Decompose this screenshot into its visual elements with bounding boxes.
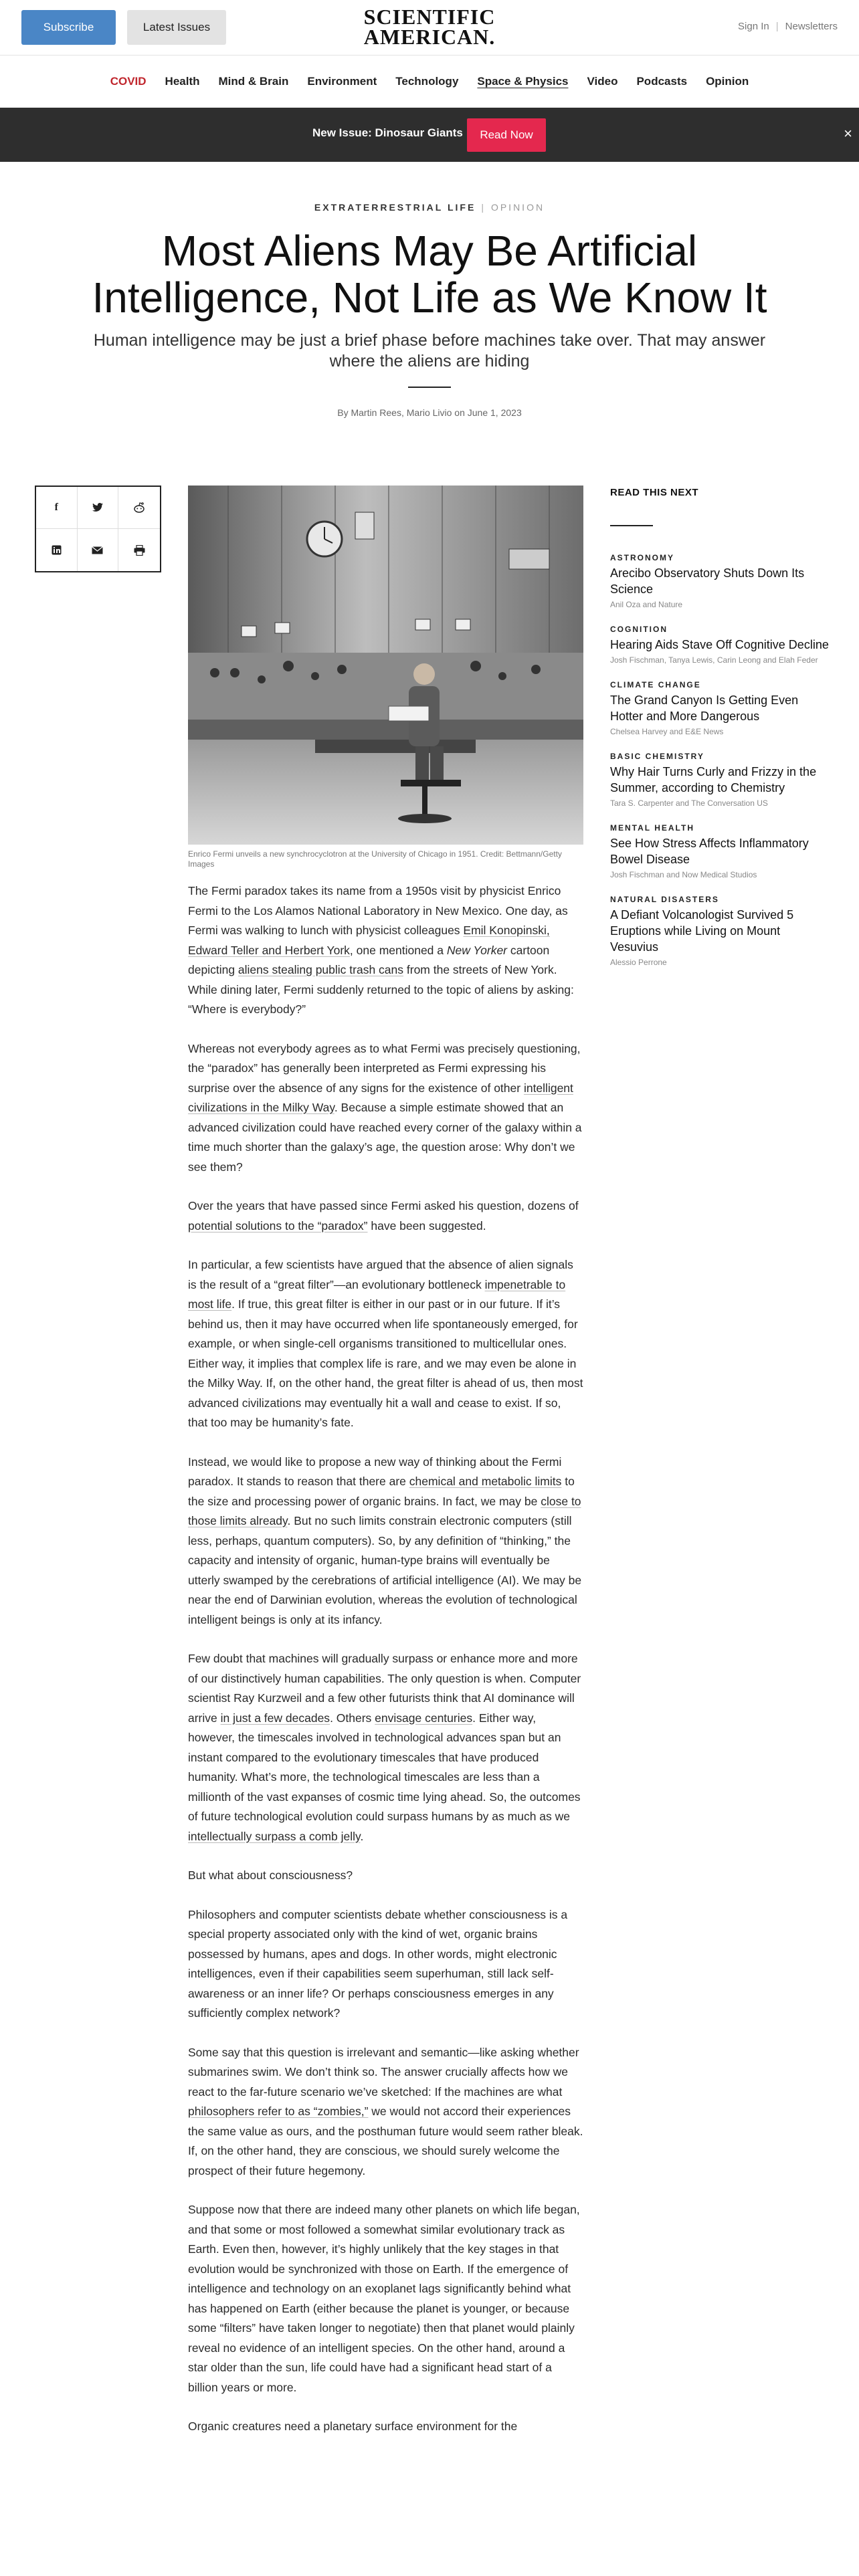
promo-banner xyxy=(0,108,859,162)
paragraph-text: Organic creatures need a planetary surface environment for the xyxy=(188,2420,518,2433)
related-title[interactable]: The Grand Canyon Is Getting Even Hotter and More Dangerous xyxy=(610,693,799,723)
related-article[interactable] xyxy=(610,625,831,665)
paragraph-text: The Fermi paradox takes its name from a 1950s visit by physicist Enrico Fermi to the Los Alamos National Laboratory in New Mexico. One day, as Fermi was walking to lunch with physicist colleagues xyxy=(188,884,568,937)
paragraph-text: . Either way, however, the timescales involved in technological advances span but an instant compared to the evolutionary timescales that have produced humanity. What’s more, the technological timescales are less than a millionth of the vast expanses of cosmic time lying ahead. So, the outcomes of future technological evolution could surpass humans by as much as we xyxy=(188,1711,581,1823)
related-category[interactable]: CLIMATE CHANGE xyxy=(610,680,701,689)
paragraph-4 xyxy=(188,1255,583,1433)
inline-link[interactable]: intellectually surpass a comb jelly xyxy=(188,1829,361,1843)
inline-link[interactable]: intelligent civilizations in the Milky Way xyxy=(188,1081,573,1114)
related-article[interactable] xyxy=(610,895,831,967)
paragraph-text: , one mentioned a xyxy=(349,943,447,957)
paragraph-2 xyxy=(188,1039,583,1178)
related-category[interactable]: NATURAL DISASTERS xyxy=(610,895,719,904)
twitter-icon[interactable] xyxy=(78,487,119,529)
inline-link[interactable]: impenetrable to most life xyxy=(188,1277,566,1311)
nav-item-health[interactable]: Health xyxy=(165,75,200,88)
inline-link[interactable]: envisage centuries xyxy=(375,1711,473,1725)
paragraph-text: In particular, a few scientists have argued that the absence of alien signals is the result of a “great filter”—an evolutionary bottleneck xyxy=(188,1258,573,1291)
inline-link[interactable]: Emil Konopinski, Edward Teller and Herbert York xyxy=(188,924,550,957)
paragraph-text: Some say that this question is irrelevant and semantic—like asking whether submarines swim. We don’t think so. The answer crucially affects how we react to the far-future scenario we’ve sketched: If the machines are what xyxy=(188,2045,579,2099)
inline-link[interactable]: in just a few decades xyxy=(220,1711,330,1725)
related-category[interactable]: BASIC CHEMISTRY xyxy=(610,752,704,761)
related-category[interactable]: MENTAL HEALTH xyxy=(610,823,694,833)
nav-item-video[interactable]: Video xyxy=(587,75,618,88)
related-authors: Tara S. Carpenter and The Conversation US xyxy=(610,798,768,808)
latest-issues-button[interactable]: Latest Issues xyxy=(127,10,226,45)
paragraph-11 xyxy=(188,2417,583,2437)
inline-link[interactable]: aliens stealing public trash cans xyxy=(237,963,404,976)
subscribe-button[interactable]: Subscribe xyxy=(21,10,116,45)
read-this-next-heading: READ THIS NEXT xyxy=(610,487,699,498)
paragraph-text: Philosophers and computer scientists debate whether consciousness is a special property associated only with the kind of wet, organic brains possessed by humans, apes and dogs. In other words, might electronic intelligences, even if their capabilities seem superhuman, still lack self-awareness or an inner life? Or perhaps consciousness emerges in any sufficiently complex network? xyxy=(188,1907,568,2020)
article-dek: Human intelligence may be just a brief phase before machines take over. That may answer where the aliens are hiding xyxy=(93,331,766,370)
top-header xyxy=(0,0,859,56)
synchrocyclotron-photo-illustration xyxy=(188,486,583,845)
paragraph-text: But what about consciousness? xyxy=(188,1868,353,1882)
kicker-divider: | xyxy=(481,202,486,213)
paragraph-8 xyxy=(188,1905,583,2024)
site-logo[interactable] xyxy=(335,7,524,47)
paragraph-text: to the size and processing power of organic brains. In fact, we may be xyxy=(188,1475,575,1508)
paragraph-text: . But no such limits constrain electronic computers (still less, perhaps, quantum computers). So, by any definition of “thinking,” the capacity and intensity of organic, human-type brains will eventually be utterly swamped by the cerebrations of artificial intelligence (AI). We may be near the end of Darwinian evolution, whereas the evolution of technological intelligent beings is only at its infancy. xyxy=(188,1514,582,1626)
related-article[interactable] xyxy=(610,752,831,808)
read-now-button[interactable]: Read Now xyxy=(467,118,546,152)
linkedin-icon[interactable] xyxy=(36,529,78,571)
byline: By Martin Rees, Mario Livio on June 1, 2023 xyxy=(337,407,522,418)
account-links xyxy=(738,21,838,32)
nav-item-mind-brain[interactable]: Mind & Brain xyxy=(218,75,289,88)
email-icon[interactable] xyxy=(78,529,119,571)
reddit-icon[interactable] xyxy=(118,487,160,529)
read-this-next xyxy=(610,487,831,982)
share-box xyxy=(35,486,161,572)
paragraph-5 xyxy=(188,1453,583,1630)
paragraph-6 xyxy=(188,1649,583,1846)
inline-link[interactable]: close to those limits already xyxy=(188,1494,581,1527)
paragraph-1 xyxy=(188,881,583,1020)
inline-link[interactable]: philosophers refer to as “zombies,” xyxy=(188,2105,369,2118)
facebook-icon[interactable]: f xyxy=(36,487,78,529)
promo-text: New Issue: Dinosaur Giants xyxy=(312,126,463,139)
nav-item-podcasts[interactable]: Podcasts xyxy=(636,75,688,88)
paragraph-text: . xyxy=(360,1829,364,1843)
italic-text: New Yorker xyxy=(446,943,508,957)
related-title[interactable]: A Defiant Volcanologist Survived 5 Eruptions while Living on Mount Vesuvius xyxy=(610,908,794,954)
main-nav xyxy=(0,56,859,108)
nav-item-technology[interactable]: Technology xyxy=(395,75,459,88)
paragraph-text: cartoon depicting xyxy=(188,943,550,976)
paragraph-text: have been suggested. xyxy=(367,1218,486,1232)
print-icon[interactable] xyxy=(118,529,160,571)
related-authors: Josh Fischman, Tanya Lewis, Carin Leong and Elah Feder xyxy=(610,655,818,665)
related-title[interactable]: Arecibo Observatory Shuts Down Its Science xyxy=(610,566,805,596)
nav-item-environment[interactable]: Environment xyxy=(307,75,377,88)
logo-line-2: AMERICAN. xyxy=(363,25,496,49)
related-authors: Anil Oza and Nature xyxy=(610,600,683,609)
related-category[interactable]: COGNITION xyxy=(610,625,668,634)
newsletters-link[interactable]: Newsletters xyxy=(785,21,838,32)
header-divider xyxy=(408,387,451,388)
paragraph-10 xyxy=(188,2200,583,2397)
paragraph-text: from the streets of New York. While dining later, Fermi suddenly returned to the topic of aliens by asking: “Where is everybody?” xyxy=(188,963,574,1016)
paragraph-text: Over the years that have passed since Fermi asked his question, dozens of xyxy=(188,1199,579,1212)
paragraph-text: Instead, we would like to propose a new way of thinking about the Fermi paradox. It stands to reason that there are xyxy=(188,1455,562,1488)
account-separator: | xyxy=(775,21,779,32)
paragraph-text: . Because a simple estimate showed that an advanced civilization could have reached every corner of the galaxy within a time much shorter than the galaxy’s age, the question arose: Why don’t we see them? xyxy=(188,1101,582,1174)
paragraph-3 xyxy=(188,1196,583,1236)
article-body xyxy=(188,881,583,2456)
related-title[interactable]: See How Stress Affects Inflammatory Bowel Disease xyxy=(610,837,809,866)
paragraph-text: Whereas not everybody agrees as to what Fermi was precisely questioning, the “paradox” has generally been interpreted as Fermi expressing his surprise over the absence of any signs for the existence of other xyxy=(188,1041,581,1095)
related-authors: Josh Fischman and Now Medical Studios xyxy=(610,870,757,879)
paragraph-text: Few doubt that machines will gradually surpass or enhance more and more of our distinctively human capabilities. The only question is when. Computer scientist Ray Kurzweil and a few other futurists think that AI dominance will arrive xyxy=(188,1652,581,1725)
paragraph-9 xyxy=(188,2043,583,2181)
nav-item-opinion[interactable]: Opinion xyxy=(706,75,749,88)
related-authors: Chelsea Harvey and E&E News xyxy=(610,727,724,736)
category-link[interactable]: EXTRATERRESTRIAL LIFE xyxy=(314,202,476,213)
related-category[interactable]: ASTRONOMY xyxy=(610,553,674,562)
sidebar-divider xyxy=(610,525,653,526)
related-article[interactable] xyxy=(610,553,831,609)
inline-link[interactable]: potential solutions to the “paradox” xyxy=(188,1218,368,1232)
paragraph-text: Suppose now that there are indeed many other planets on which life began, and that some or most followed a somewhat similar evolutionary track as Earth. Even then, however, it’s highly unlikely that the key stages in that evolution would be synchronized with those on Earth. If the emergence of intelligence and technology on an exoplanet lags significantly behind what has happened on Earth (either because the planet is younger, or because some “filters” have taken longer to negotiate) then that planet would plainly reveal no evidence of an intelligent species. On the other hand, around a star older than the sun, life could have had a significant head start of a billion years or more. xyxy=(188,2203,580,2394)
article-photo xyxy=(188,486,583,845)
paragraph-7 xyxy=(188,1866,583,1886)
inline-link[interactable]: chemical and metabolic limits xyxy=(409,1475,562,1488)
photo-caption: Enrico Fermi unveils a new synchrocyclotron at the University of Chicago in 1951. Credit: Bettmann/Getty Images xyxy=(188,849,562,869)
logo-line-1: SCIENTIFIC xyxy=(363,5,496,29)
article-type-link[interactable]: OPINION xyxy=(490,202,545,213)
article-title: Most Aliens May Be Artificial Intelligence, Not Life as We Know It xyxy=(92,227,767,322)
article-kicker xyxy=(0,202,859,213)
related-title[interactable]: Why Hair Turns Curly and Frizzy in the Summer, according to Chemistry xyxy=(610,765,817,794)
related-title[interactable]: Hearing Aids Stave Off Cognitive Decline xyxy=(610,638,829,651)
close-icon[interactable]: × xyxy=(844,125,852,142)
related-article[interactable] xyxy=(610,823,831,879)
related-authors: Alessio Perrone xyxy=(610,958,667,967)
paragraph-text: . If true, this great filter is either in our past or in our future. If it’s behind us, then it may have occurred when life spontaneously emerged, for example, or when single-cell organisms transitioned to multicellular ones. Either way, it implies that complex life is rare, and we may even be alone in the Milky Way. If, on the other hand, the great filter is ahead of us, then most advanced civilizations may eventually hit a wall and cease to exist. If so, that too may be humanity’s fate. xyxy=(188,1297,583,1429)
paragraph-text: we would not accord their experiences the same value as ours, and the posthuman future would seem rather bleak. If, on the other hand, they are conscious, we should surely welcome the prospect of their future hegemony. xyxy=(188,2105,583,2177)
nav-item-covid[interactable]: COVID xyxy=(110,75,147,88)
sign-in-link[interactable]: Sign In xyxy=(738,21,769,32)
nav-item-space-physics[interactable]: Space & Physics xyxy=(477,75,569,88)
related-article[interactable] xyxy=(610,680,831,736)
paragraph-text: . Others xyxy=(330,1711,375,1725)
